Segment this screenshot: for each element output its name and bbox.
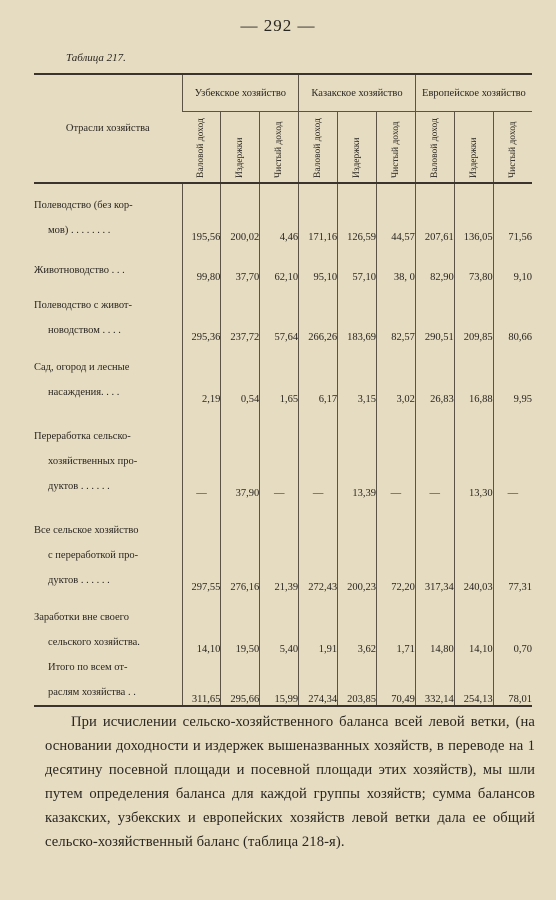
value-cell: 136,05	[454, 183, 493, 243]
value-cell: 13,39	[338, 405, 377, 499]
value-cell: 3,02	[376, 343, 415, 405]
row-label-line: Итого по всем от-	[48, 662, 128, 673]
subheader-label: Валовой доход	[196, 118, 207, 178]
value-cell: 2,19	[182, 343, 221, 405]
value-cell: 207,61	[415, 183, 454, 243]
value-cell: 3,62	[338, 593, 377, 655]
table-row	[34, 283, 532, 343]
table-row	[34, 655, 532, 706]
row-label-line: дуктов . . . . . .	[48, 575, 110, 586]
row-label-line: Переработка сельско-	[34, 431, 131, 442]
row-label	[34, 593, 182, 655]
subheader-cell	[182, 112, 221, 184]
value-cell: 57,64	[260, 283, 299, 343]
value-cell: 14,80	[415, 593, 454, 655]
value-cell: 290,51	[415, 283, 454, 343]
group-header-uzbek: Узбекское хозяйство	[182, 74, 299, 112]
row-header: Отрасли хозяйства	[34, 74, 182, 183]
value-cell: 57,10	[338, 243, 377, 283]
subheader-label: Чистый доход	[507, 121, 518, 178]
row-label-line: Все сельское хозяйство	[34, 525, 139, 536]
value-cell: 4,46	[260, 183, 299, 243]
value-cell: 71,56	[493, 183, 532, 243]
row-label	[34, 343, 182, 405]
row-label	[34, 499, 182, 593]
value-cell: 203,85	[338, 655, 377, 706]
row-label-line: сельского хозяйства.	[48, 637, 140, 648]
value-cell: 15,99	[260, 655, 299, 706]
value-cell: —	[260, 405, 299, 499]
row-label-line: дуктов . . . . . .	[48, 481, 110, 492]
row-label-line: Заработки вне своего	[34, 612, 129, 623]
subheader-label: Чистый доход	[274, 121, 285, 178]
value-cell: 295,66	[221, 655, 260, 706]
row-label-line: хозяйственных про-	[48, 456, 138, 467]
value-cell: 0,54	[221, 343, 260, 405]
value-cell: 311,65	[182, 655, 221, 706]
value-cell: 209,85	[454, 283, 493, 343]
value-cell: —	[415, 405, 454, 499]
value-cell: 72,20	[376, 499, 415, 593]
value-cell: 19,50	[221, 593, 260, 655]
value-cell: 274,34	[299, 655, 338, 706]
value-cell: 1,65	[260, 343, 299, 405]
value-cell: 38, 0	[376, 243, 415, 283]
value-cell: 200,23	[338, 499, 377, 593]
table-row	[34, 499, 532, 593]
subheader-cell	[493, 112, 532, 184]
value-cell: —	[182, 405, 221, 499]
value-cell: 295,36	[182, 283, 221, 343]
value-cell: 78,01	[493, 655, 532, 706]
table-row	[34, 343, 532, 405]
row-label-line: мов) . . . . . . . .	[48, 225, 111, 236]
value-cell: 317,34	[415, 499, 454, 593]
subheader-label: Издержки	[468, 137, 479, 178]
value-cell: —	[299, 405, 338, 499]
value-cell: 82,90	[415, 243, 454, 283]
value-cell: 171,16	[299, 183, 338, 243]
row-label-line: раслям хозяйства . .	[48, 687, 136, 698]
value-cell: 1,91	[299, 593, 338, 655]
page-number: — 292 —	[240, 16, 316, 35]
value-cell: 3,15	[338, 343, 377, 405]
balance-table	[34, 73, 532, 707]
value-cell: 183,69	[338, 283, 377, 343]
row-label-line: с переработкой про-	[48, 550, 139, 561]
subheader-cell	[415, 112, 454, 184]
table-row	[34, 593, 532, 655]
row-label	[34, 183, 182, 243]
subheader-label: Валовой доход	[313, 118, 324, 178]
table-row	[34, 405, 532, 499]
value-cell: 80,66	[493, 283, 532, 343]
value-cell: 82,57	[376, 283, 415, 343]
subheader-label: Издержки	[235, 137, 246, 178]
row-label-line: Животноводство . . .	[34, 265, 125, 276]
value-cell: 62,10	[260, 243, 299, 283]
value-cell: 200,02	[221, 183, 260, 243]
value-cell: 14,10	[454, 593, 493, 655]
value-cell: 276,16	[221, 499, 260, 593]
value-cell: 77,31	[493, 499, 532, 593]
value-cell: 26,83	[415, 343, 454, 405]
row-label	[34, 243, 182, 283]
value-cell: 332,14	[415, 655, 454, 706]
row-label-line: насаждения. . . .	[48, 387, 120, 398]
row-label	[34, 405, 182, 499]
table-row	[34, 183, 532, 243]
value-cell: 266,26	[299, 283, 338, 343]
value-cell: 44,57	[376, 183, 415, 243]
subheader-cell	[221, 112, 260, 184]
row-label	[34, 283, 182, 343]
value-cell: 95,10	[299, 243, 338, 283]
subheader-cell	[454, 112, 493, 184]
value-cell: 99,80	[182, 243, 221, 283]
row-label-line: Сад, огород и лесные	[34, 362, 130, 373]
group-header-european: Европейское хозяйство	[415, 74, 532, 112]
subheader-label: Чистый доход	[390, 121, 401, 178]
value-cell: 70,49	[376, 655, 415, 706]
row-label	[34, 655, 182, 706]
subheader-label: Валовой доход	[429, 118, 440, 178]
subheader-label: Издержки	[352, 137, 362, 178]
subheader-cell	[299, 112, 338, 184]
value-cell: 16,88	[454, 343, 493, 405]
subheader-cell	[376, 112, 415, 184]
value-cell: 240,03	[454, 499, 493, 593]
value-cell: 0,70	[493, 593, 532, 655]
value-cell: 126,59	[338, 183, 377, 243]
row-label-line: Полеводство (без кор-	[34, 200, 133, 211]
value-cell: 14,10	[182, 593, 221, 655]
value-cell: 13,30	[454, 405, 493, 499]
row-label-line: новодством . . . .	[48, 325, 121, 336]
table-caption: Таблица 217.	[66, 52, 126, 64]
value-cell: 195,56	[182, 183, 221, 243]
value-cell: 73,80	[454, 243, 493, 283]
value-cell: 237,72	[221, 283, 260, 343]
subheader-cell	[260, 112, 299, 184]
value-cell: 6,17	[299, 343, 338, 405]
value-cell: 5,40	[260, 593, 299, 655]
value-cell: 37,90	[221, 405, 260, 499]
group-header-kazakh: Казакское хозяйство	[299, 74, 416, 112]
value-cell: —	[493, 405, 532, 499]
table-row	[34, 243, 532, 283]
row-label-line: Полеводство с живот-	[34, 300, 133, 311]
value-cell: 21,39	[260, 499, 299, 593]
value-cell: 9,95	[493, 343, 532, 405]
value-cell: 297,55	[182, 499, 221, 593]
value-cell: 1,71	[376, 593, 415, 655]
value-cell: 272,43	[299, 499, 338, 593]
subheader-cell	[338, 112, 377, 184]
value-cell: 37,70	[221, 243, 260, 283]
value-cell: 254,13	[454, 655, 493, 706]
value-cell: 9,10	[493, 243, 532, 283]
value-cell: —	[376, 405, 415, 499]
body-paragraph: При исчислении сельско-хозяйственного баланса всей левой ветки, (на основании доходности и издержек вышеназванных хозяйств, в переводе на 1 десятину посевной площади и посевной площади этих хозяйств), мы шли путем определения баланса для каждой группы хозяйств; сумма балансов казакских, узбекских и европейских хозяйств левой ветки дала ее общий сельско-хозяйственный баланс (таблица 218-я).	[45, 714, 535, 850]
